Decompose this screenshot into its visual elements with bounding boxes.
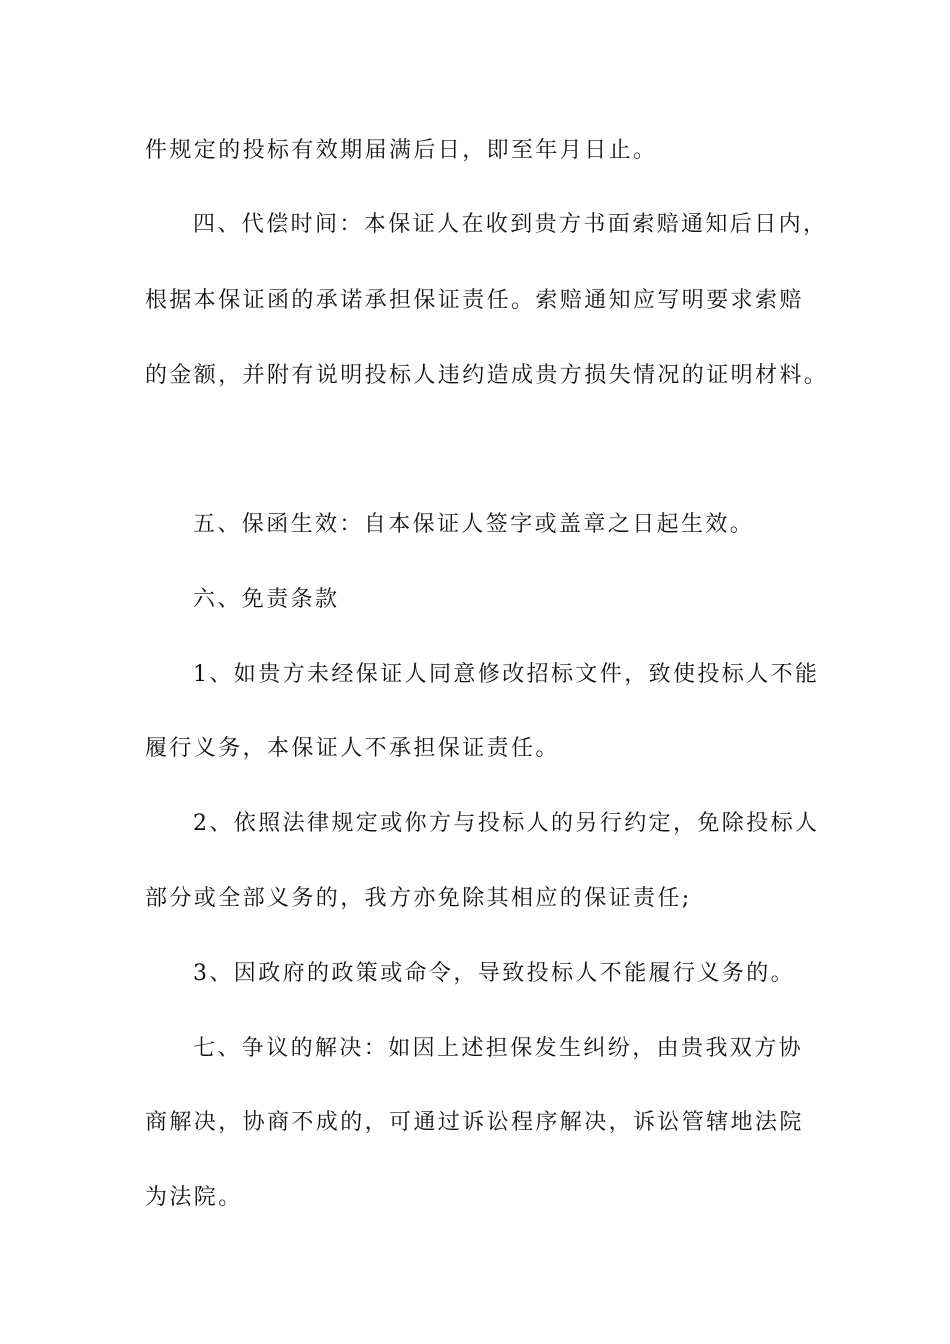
text-line-2: 四、代偿时间：本保证人在收到贵方书面索赔通知后日内， — [193, 212, 828, 237]
text-line-14: 为法院。 — [145, 1185, 243, 1210]
text-line-6: 六、免责条款 — [193, 587, 340, 612]
text-line-7: 1、如贵方未经保证人同意修改招标文件，致使投标人不能 — [193, 662, 820, 687]
text-line-1: 件规定的投标有效期届满后日，即至年月日止。 — [145, 138, 658, 163]
text-line-5: 五、保函生效：自本保证人签字或盖章之日起生效。 — [193, 512, 755, 537]
text-line-12: 七、争议的解决：如因上述担保发生纠纷，由贵我双方协 — [193, 1036, 804, 1061]
text-line-4: 的金额，并附有说明投标人违约造成贵方损失情况的证明材料。 — [145, 363, 829, 388]
text-line-3: 根据本保证函的承诺承担保证责任。索赔通知应写明要求索赔 — [145, 288, 804, 313]
text-line-9: 2、依照法律规定或你方与投标人的另行约定，免除投标人 — [193, 811, 820, 836]
text-line-13: 商解决，协商不成的，可通过诉讼程序解决，诉讼管辖地法院 — [145, 1110, 804, 1135]
text-line-11: 3、因政府的政策或命令，导致投标人不能履行义务的。 — [193, 961, 795, 986]
text-line-10: 部分或全部义务的，我方亦免除其相应的保证责任; — [145, 886, 692, 911]
text-line-8: 履行义务，本保证人不承担保证责任。 — [145, 736, 560, 761]
